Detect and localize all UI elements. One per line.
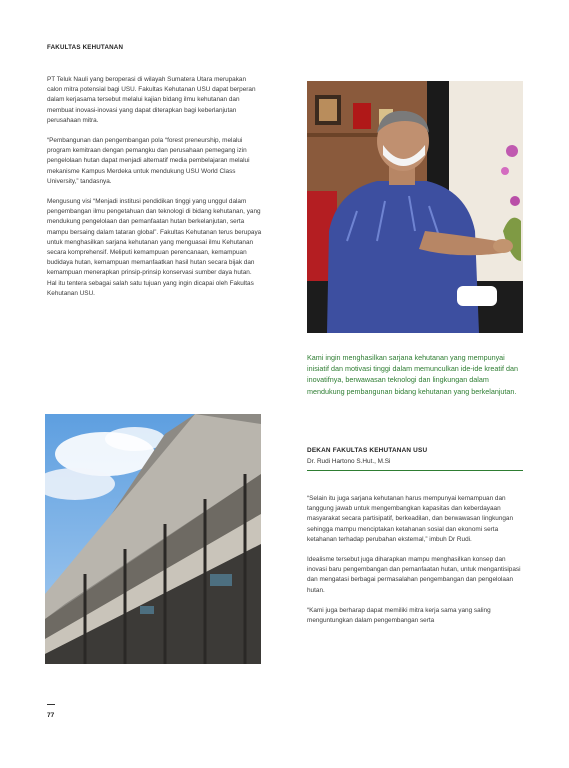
right-column (307, 494, 525, 636)
building-photo (45, 414, 261, 664)
building-photo-illustration (45, 414, 261, 664)
section-header: FAKULTAS KEHUTANAN (47, 44, 124, 51)
right-paragraph-1: “Selain itu juga sarjana kehutanan harus mempunyai kemampuan dan tanggung jawab untuk mengembangkan kapasitas dan keberdayaan masyarakat secara partisipatif, berkeadilan, dan berwawasan lingkungan sehingga mampu menciptakan ketahanan sosial dan ekonomi serta ketahanan terhadap perubahan ekstemal,” imbuh Dr Rudi. (307, 495, 514, 543)
left-column (47, 75, 262, 309)
dean-photo-illustration (307, 81, 523, 333)
right-paragraph-2: Idealisme tersebut juga diharapkan mampu menghasilkan konsep dan inovasi baru pengembangan dan pemanfaatan hutan, untuk mengantisipasi dan mengatasi berbagai permasalahan pengembangan dan pengelolaan hutan. (307, 556, 521, 594)
left-paragraph-1: PT Teluk Nauli yang beroperasi di wilayah Sumatera Utara merupakan calon mitra potensial bagi USU. Fakultas Kehutanan USU dapat berperan dalam kerjasama tersebut melalui kajian bidang ilmu kehutanan dan membuat inovasi-inovasi yang dapat diterapkan bagi keberlanjutan perusahaan mitra. (47, 76, 256, 124)
dean-photo (307, 81, 523, 333)
right-paragraph-3: “Kami juga berharap dapat memiliki mitra kerja sama yang saling menguntungkan dalam pengembangan serta (307, 606, 491, 625)
left-paragraph-2: “Pembangunan dan pengembangan pola “forest preneurship, melalui program kemitraan dengan pemangku dan perusahaan pemegang izin pengelolaan hutan dapat menjadi alternatif media pembelajaran melalui mekanisme Kampus Merdeka untuk mendukung USU World Class University,” tandasnya. (47, 137, 250, 185)
dean-title: DEKAN FAKULTAS KEHUTANAN USU (307, 447, 428, 454)
pull-quote: Kami ingin menghasilkan sarjana kehutanan yang mempunyai inisiatif dan motivasi tinggi dalam memunculkan ide-ide kreatif dan inovatifnya, berwawasan teknologi dan lingkungan dalam mendukung pembangunan bidang kehutanan yang berkelanjutan. (307, 353, 518, 396)
left-paragraph-3: Mengusung visi “Menjadi institusi pendidikan tinggi yang unggul dalam pengembangan ilmu pengetahuan dan teknologi di bidang kehutanan, yang mendukung pengelolaan dan pemanfaatan hutan berkelanjutan, serta mampu bersaing dalam tataran global”. Fakultas Kehutanan terus berupaya untuk menghasilkan sarjana kehutanan yang menguasai ilmu Kehutanan secara komprehensif. Meliputi kemampuan perencanaan, kemampuan budidaya hutan, kemampuan memanfaatkan hasil hutan secara bijak dan kemampuan menerapkan prinsip-prinsip konservasi sumber daya hutan. Hal itu tentera sebagai salah satu tujuan yang ingin dicapai oleh Fakultas Kehutanan USU. (47, 198, 262, 297)
divider-line (307, 470, 523, 471)
page-number: 77 (47, 712, 55, 719)
footer-dash (47, 704, 55, 705)
dean-name: Dr. Rudi Hartono S.Hut., M.Si (307, 458, 391, 465)
